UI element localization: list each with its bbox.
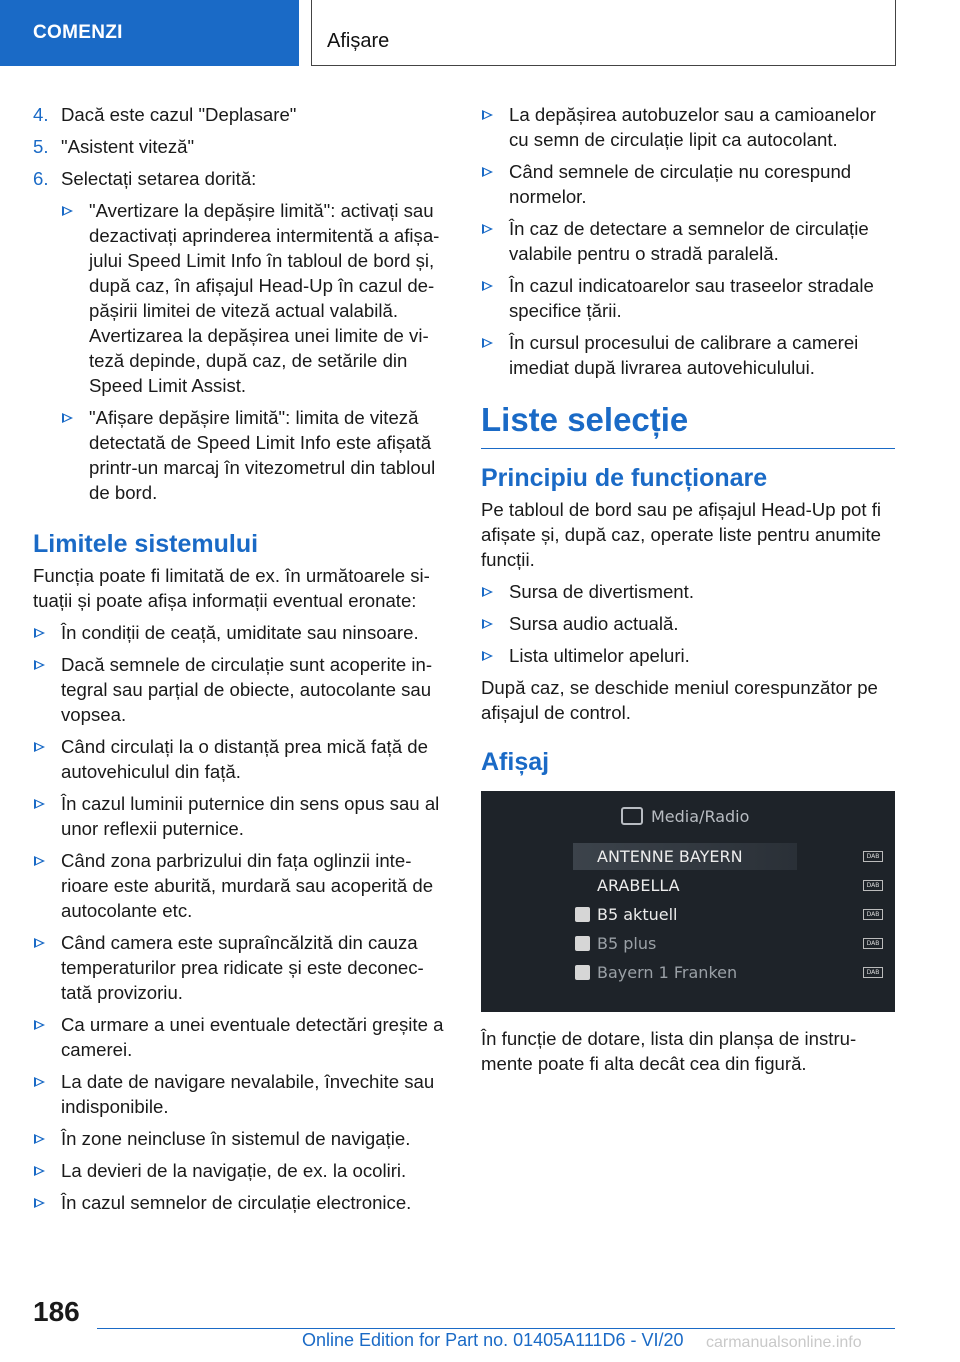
bullet-triangle-icon	[34, 938, 45, 948]
station-logo-icon	[575, 907, 590, 922]
step-item: 4. Dacă este cazul "Deplasare"	[33, 104, 297, 125]
bullet-triangle-icon	[482, 619, 493, 629]
step-item: 6. Selectați setarea dorită:	[33, 168, 257, 189]
station-row: Bayern 1 Franken DAB	[573, 959, 797, 986]
section-tab: COMENZI	[0, 0, 299, 66]
screen-title: Media/Radio	[621, 807, 749, 827]
principle-text: Pe tabloul de bord sau pe afișajul Head-Up pot fi afișate și, după caz, operate liste pentru anumite funcții.	[481, 499, 882, 570]
bullet-triangle-icon	[482, 338, 493, 348]
bullet-triangle-icon	[34, 856, 45, 866]
bullet-triangle-icon	[34, 1020, 45, 1030]
media-radio-icon	[621, 807, 643, 825]
list-item: Sursa audio actuală.	[481, 611, 895, 636]
station-logo-icon	[575, 936, 590, 951]
list-item: În cazul luminii puternice din sens opus sau al unor reflexii puternice.	[33, 791, 447, 841]
footer-edition: Online Edition for Part no. 01405A111D6 - VI/20	[302, 1330, 684, 1350]
list-item: La date de navigare nevalabile, învechite sau indisponibile.	[33, 1069, 447, 1119]
bullet-triangle-icon	[34, 799, 45, 809]
bullet-triangle-icon	[62, 413, 73, 423]
list-item: În cazul indicatoarelor sau traseelor stradale specifice țării.	[481, 273, 895, 323]
list-item: Când zona parbrizului din fața oglinzii inte-rioare este aburită, murdară sau acoperită de autocolante etc.	[33, 848, 447, 923]
dab-badge: DAB	[863, 967, 883, 978]
principle-after: După caz, se deschide meniul corespunzător pe afișajul de control.	[481, 677, 878, 723]
list-item: În cursul procesului de calibrare a camerei imediat după livrarea autovehiculului.	[481, 330, 895, 380]
footer-divider	[97, 1328, 895, 1329]
bullet-triangle-icon	[482, 224, 493, 234]
dab-badge: DAB	[863, 938, 883, 949]
list-item: "Avertizare la depășire limită": activați sau dezactivați aprinderea intermitentă a afișa-jului Speed Limit Info în tabloul de bord și, după caz, în afișajul Head-Up în cazul de-pășirii limitei de viteză actual valabilă. Avertizarea la depășirea unei limite de vi-teză depinde, după caz, de setările din Speed Limit Assist.	[61, 198, 447, 398]
list-item: Dacă semnele de circulație sunt acoperite in-tegral sau parțial de obiecte, autocolante sau vopsea.	[33, 652, 447, 727]
station-row: B5 plus DAB	[573, 930, 797, 957]
list-item: În zone neincluse în sistemul de navigație.	[33, 1126, 447, 1151]
section-heading-limits: Limitele sistemului	[33, 530, 259, 558]
list-item: Când camera este supraîncălzită din cauza temperaturilor prea ridicate și este deconec-tată provizoriu.	[33, 930, 447, 1005]
step-item: 5. "Asistent viteză"	[33, 136, 195, 157]
station-logo-icon	[575, 965, 590, 980]
list-item: La devieri de la navigație, de ex. la ocoliri.	[33, 1158, 447, 1183]
dab-badge: DAB	[863, 909, 883, 920]
section-heading-principle: Principiu de funcționare	[481, 464, 768, 492]
list-item: "Afișare depășire limită": limita de viteză detectată de Speed Limit Info este afișată printr-un marcaj în vitezometrul din tabloul de bord.	[61, 405, 447, 505]
bullet-triangle-icon	[482, 167, 493, 177]
list-item: Ca urmare a unei eventuale detectări greșite a camerei.	[33, 1012, 447, 1062]
list-item: În condiții de ceață, umiditate sau ninsoare.	[33, 620, 447, 645]
limits-intro: Funcția poate fi limitată de ex. în următoarele si-tuații și poate afișa informații eventual eronate:	[33, 565, 430, 611]
dab-badge: DAB	[863, 880, 883, 891]
display-text: În funcție de dotare, lista din planșa de instru-mente poate fi alta decât cea din figură.	[481, 1028, 857, 1074]
station-row: B5 aktuell DAB	[573, 901, 797, 928]
bullet-triangle-icon	[34, 1077, 45, 1087]
bullet-triangle-icon	[482, 110, 493, 120]
list-item: Lista ultimelor apeluri.	[481, 643, 895, 668]
page-section-title: Afișare	[311, 0, 896, 66]
bullet-triangle-icon	[482, 587, 493, 597]
list-item: În caz de detectare a semnelor de circulație valabile pentru o stradă paralelă.	[481, 216, 895, 266]
bullet-triangle-icon	[482, 651, 493, 661]
station-row: ANTENNE BAYERN DAB	[573, 843, 797, 870]
watermark: carmanualsonline.info	[706, 1334, 862, 1351]
dab-badge: DAB	[863, 851, 883, 862]
list-item: La depășirea autobuzelor sau a camioanelor cu semn de circulație lipit ca autocolant.	[481, 102, 895, 152]
left-column	[33, 102, 447, 1222]
bullet-triangle-icon	[34, 628, 45, 638]
bullet-triangle-icon	[34, 1198, 45, 1208]
list-item: Când semnele de circulație nu corespund normelor.	[481, 159, 895, 209]
list-item: Când circulați la o distanță prea mică față de autovehiculul din față.	[33, 734, 447, 784]
bullet-triangle-icon	[482, 281, 493, 291]
bullet-triangle-icon	[34, 1166, 45, 1176]
chapter-heading: Liste selecție	[481, 400, 895, 449]
bullet-triangle-icon	[62, 206, 73, 216]
bullet-triangle-icon	[34, 660, 45, 670]
station-row: ARABELLA DAB	[573, 872, 797, 899]
bullet-triangle-icon	[34, 742, 45, 752]
bullet-triangle-icon	[34, 1134, 45, 1144]
list-item: În cazul semnelor de circulație electronice.	[33, 1190, 447, 1215]
page-number: 186	[33, 1296, 80, 1327]
list-item: Sursa de divertisment.	[481, 579, 895, 604]
section-heading-display: Afișaj	[481, 748, 550, 776]
media-radio-screenshot	[481, 791, 895, 1012]
right-column	[481, 102, 895, 1083]
